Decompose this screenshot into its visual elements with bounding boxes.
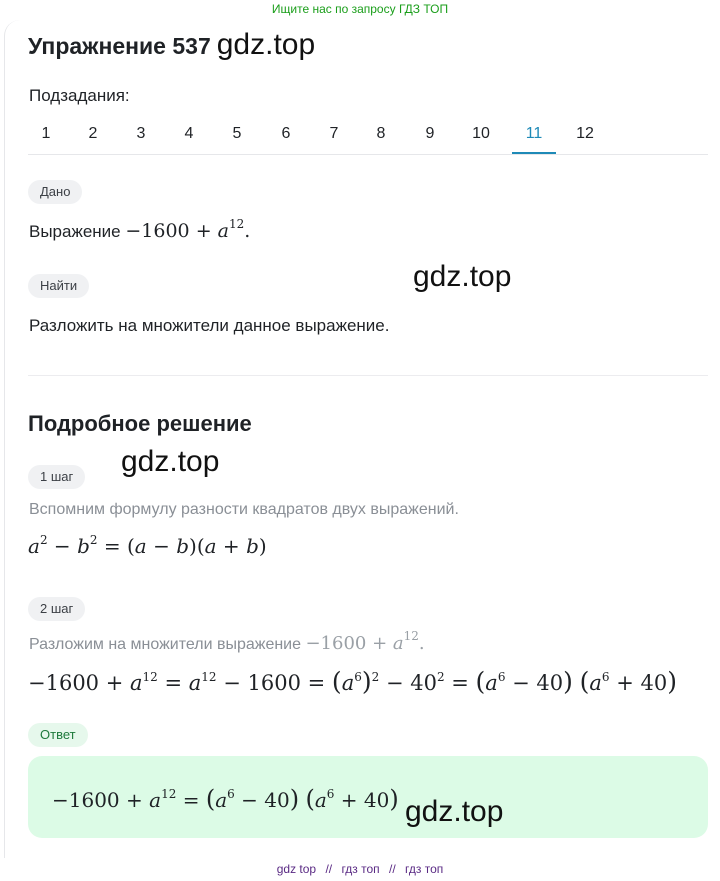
tab-7[interactable]: 7	[329, 125, 339, 142]
footer-separator: //	[325, 862, 333, 876]
given-text	[29, 217, 251, 242]
watermark: gdz.top	[413, 260, 512, 293]
footer-link[interactable]: гдз топ	[341, 862, 380, 876]
title-row	[28, 28, 315, 62]
given-expression: $-1600 + a^{12}$.	[125, 217, 251, 242]
watermark: gdz.top	[405, 795, 504, 828]
subtasks-label: Подзадания:	[29, 86, 130, 105]
find-text: Разложить на множители данное выражение.	[29, 316, 390, 335]
step-2-text: Разложим на множители выражение $-1600 + a^{12}$.	[29, 629, 425, 654]
tab-11[interactable]: 11	[512, 118, 556, 154]
step-1-text: Вспомним формулу разности квадратов двух выражений.	[29, 501, 459, 518]
page-title: Упражнение 537	[28, 33, 211, 59]
tab-2[interactable]: 2	[88, 125, 98, 142]
answer-formula: $-1600 + a^{12} = (a^6 - 40) (a^6 + 40)$	[52, 785, 399, 813]
given-pill: Дано	[28, 180, 82, 204]
step-1-pill: 1 шаг	[28, 465, 85, 489]
answer-pill: Ответ	[28, 723, 88, 747]
step-2-pill: 2 шаг	[28, 597, 85, 621]
step-1-formula: $a^2 - b^2 = (a - b)(a + b)$	[28, 533, 267, 558]
solution-title: Подробное решение	[28, 411, 252, 436]
top-banner[interactable]: Ищите нас по запросу ГДЗ ТОП	[271, 2, 449, 16]
watermark: gdz.top	[121, 445, 220, 478]
tab-5[interactable]: 5	[232, 125, 242, 142]
divider	[28, 375, 708, 376]
tab-10[interactable]: 10	[472, 125, 490, 142]
subtask-tabs	[28, 118, 708, 155]
find-pill: Найти	[28, 274, 89, 298]
tab-6[interactable]: 6	[281, 125, 291, 142]
given-label: Выражение	[29, 222, 121, 241]
footer-link[interactable]: gdz top	[276, 862, 317, 876]
footer-link[interactable]: гдз топ	[405, 862, 444, 876]
tab-4[interactable]: 4	[184, 125, 194, 142]
tab-3[interactable]: 3	[136, 125, 146, 142]
footer	[0, 862, 720, 876]
tab-9[interactable]: 9	[425, 125, 435, 142]
footer-separator: //	[389, 862, 396, 876]
tab-8[interactable]: 8	[376, 125, 386, 142]
tab-1[interactable]: 1	[41, 125, 51, 142]
tab-12[interactable]: 12	[576, 125, 594, 142]
watermark: gdz.top	[216, 28, 316, 61]
step-2-formula: $-1600 + a^{12} = a^{12} - 1600 = (a^6)^2 - 40^2 = (a^6 - 40) (a^6 + 40)$	[28, 667, 677, 696]
